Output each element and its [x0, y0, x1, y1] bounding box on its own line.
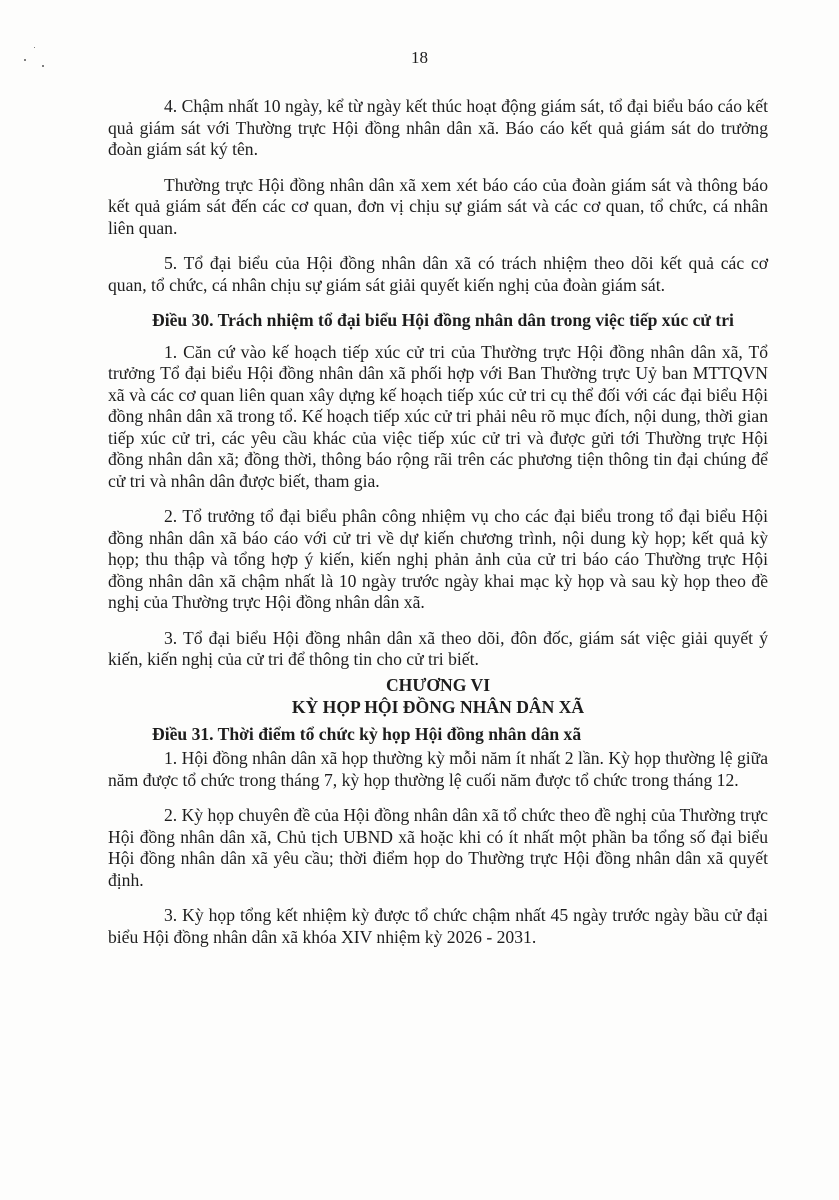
chapter-number: CHƯƠNG VI — [385, 674, 491, 695]
article-31-clause-2: 2. Kỳ họp chuyên đề của Hội đồng nhân dân xã tổ chức theo đề nghị của Thường trực Hội đồng nhân dân xã, Chủ tịch UBND xã hoặc khi có ít nhất một phần ba tổng số đại biểu Hội đồng nhân dân xã yêu cầu; thời điểm họp do Thường trực Hội đồng nhân dân xã quyết định. — [108, 805, 768, 890]
document-body — [108, 96, 768, 962]
article-31-clause-3: 3. Kỳ họp tổng kết nhiệm kỳ được tổ chức chậm nhất 45 ngày trước ngày bầu cử đại biểu Hội đồng nhân dân xã khóa XIV nhiệm kỳ 2026 - 2031. — [108, 905, 768, 947]
paragraph-5-follow-up: 5. Tổ đại biểu của Hội đồng nhân dân xã có trách nhiệm theo dõi kết quả các cơ quan, tổ chức, cá nhân chịu sự giám sát giải quyết kiến nghị của đoàn giám sát. — [108, 253, 768, 295]
article-31-clause-1: 1. Hội đồng nhân dân xã họp thường kỳ mỗi năm ít nhất 2 lần. Kỳ họp thường lệ giữa năm được tổ chức trong tháng 7, kỳ họp thường lệ cuối năm được tổ chức trong tháng 12. — [108, 748, 768, 790]
article-30-clause-3: 3. Tổ đại biểu Hội đồng nhân dân xã theo dõi, đôn đốc, giám sát việc giải quyết ý kiến, kiến nghị của cử tri để thông tin cho cử tri biết. — [108, 627, 768, 669]
article-31-heading: Điều 31. Thời điểm tổ chức kỳ họp Hội đồng nhân dân xã — [152, 723, 582, 744]
chapter-title: KỲ HỌP HỘI ĐỒNG NHÂN DÂN XÃ — [291, 696, 585, 717]
paragraph-standing-committee-review: Thường trực Hội đồng nhân dân xã xem xét báo cáo của đoàn giám sát và thông báo kết quả giám sát đến các cơ quan, đơn vị chịu sự giám sát và các cơ quan, tổ chức, cá nhân liên quan. — [108, 174, 768, 238]
article-30-clause-2: 2. Tổ trưởng tổ đại biểu phân công nhiệm vụ cho các đại biểu trong tổ đại biểu Hội đồng nhân dân xã báo cáo với cử tri về dự kiến chương trình, nội dung kỳ họp; kết quả kỳ họp; thu thập và tổng hợp ý kiến, kiến nghị phản ảnh của cử tri báo cáo Thường trực Hội đồng nhân dân xã chậm nhất là 10 ngày trước ngày khai mạc kỳ họp và sau kỳ họp theo đề nghị của Thường trực Hội đồng nhân dân xã. — [108, 506, 768, 612]
article-30-clause-1: 1. Căn cứ vào kế hoạch tiếp xúc cử tri của Thường trực Hội đồng nhân dân xã, Tổ trưởng Tổ đại biểu Hội đồng nhân dân xã phối hợp với Ban Thường trực Uỷ ban MTTQVN xã và các cơ quan liên quan xây dựng kế hoạch tiếp xúc cử tri cụ thể đối với các đại biểu Hội đồng nhân dân xã trong tổ. Kế hoạch tiếp xúc cử tri phải nêu rõ mục đích, nội dung, thời gian tiếp xúc cử tri, các yêu cầu khác của việc tiếp xúc cử tri và được gửi tới Thường trực Hội đồng nhân dân xã; đồng thời, thông báo rộng rãi trên các phương tiện thông tin đại chúng để cử tri và nhân dân được biết, tham gia. — [108, 341, 768, 491]
article-30-heading: Điều 30. Trách nhiệm tổ đại biểu Hội đồng nhân dân trong việc tiếp xúc cử tri — [152, 310, 734, 330]
paragraph-4-report: 4. Chậm nhất 10 ngày, kể từ ngày kết thúc hoạt động giám sát, tổ đại biểu báo cáo kết quả giám sát với Thường trực Hội đồng nhân dân xã. Báo cáo kết quả giám sát do trưởng đoàn giám sát ký tên. — [108, 96, 768, 159]
page-number: 18 — [411, 48, 428, 67]
